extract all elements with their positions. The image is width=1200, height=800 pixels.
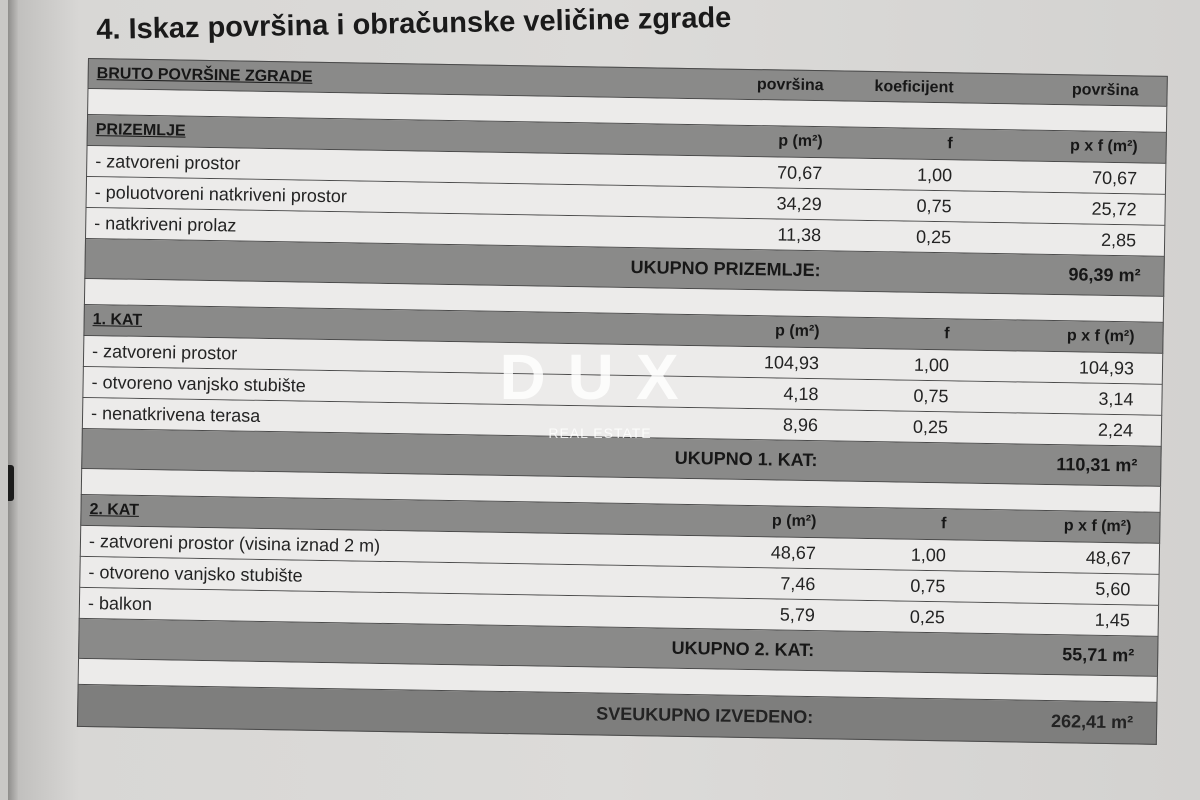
column-label-pf: p x f (m²) (1066, 327, 1135, 346)
watermark-logo: DUX (499, 341, 701, 413)
row-area: 104,93 (763, 351, 820, 373)
area-table (77, 58, 1168, 745)
row-weighted-area: 25,72 (1091, 198, 1137, 219)
column-label-pf: p x f (m²) (1069, 137, 1138, 156)
column-label-pf: p x f (m²) (1063, 517, 1132, 536)
row-label: - otvoreno vanjsko stubište (91, 371, 306, 396)
column-label-p: p (m²) (771, 512, 817, 531)
row-area: 5,79 (779, 604, 816, 625)
row-weighted-area: 1,45 (1094, 609, 1130, 630)
total-label: UKUPNO PRIZEMLJE: (630, 257, 821, 281)
row-coefficient: 1,00 (916, 164, 953, 185)
row-coefficient: 1,00 (910, 544, 947, 565)
row-area: 34,29 (776, 192, 822, 214)
row-area: 7,46 (780, 573, 816, 594)
total-label: UKUPNO 2. KAT: (671, 637, 815, 661)
section-heading: 4. Iskaz površina i obračunske veličine zgrade (96, 1, 732, 46)
row-coefficient: 0,75 (910, 575, 946, 596)
row-coefficient: 0,75 (913, 385, 949, 406)
row-area: 11,38 (777, 223, 822, 245)
column-label-f: f (947, 135, 953, 153)
column-label-f: f (940, 515, 947, 533)
row-weighted-area: 5,60 (1095, 578, 1131, 599)
row-area: 4,18 (783, 383, 819, 404)
column-label-f: f (944, 325, 950, 343)
column-label-p: p (m²) (774, 322, 820, 341)
row-weighted-area: 70,67 (1091, 167, 1138, 188)
row-label: - zatvoreni prostor (visina iznad 2 m) (88, 530, 381, 556)
row-label: - zatvoreni prostor (91, 340, 238, 364)
row-coefficient: 0,25 (909, 606, 946, 627)
row-area: 48,67 (770, 541, 817, 563)
total-label: UKUPNO 1. KAT: (674, 447, 818, 471)
grand-total-label: SVEUKUPNO IZVEDENO: (596, 703, 814, 728)
binding-clip (8, 465, 14, 501)
row-area: 8,96 (782, 414, 819, 435)
section-name: 2. KAT (89, 501, 140, 519)
column-label-p: p (m²) (778, 132, 823, 151)
table-title: BRUTO POVRŠINE ZGRADE (96, 64, 313, 86)
total-value: 55,71 m² (1062, 644, 1135, 666)
binding-edge (8, 0, 18, 800)
column-header-coefficient: koeficijent (874, 77, 954, 96)
row-coefficient: 0,25 (915, 226, 952, 247)
document-page (8, 0, 1200, 800)
row-coefficient: 0,25 (912, 416, 949, 437)
total-value: 110,31 m² (1056, 454, 1138, 476)
row-weighted-area: 2,24 (1097, 419, 1134, 440)
row-label: - otvoreno vanjsko stubište (88, 561, 303, 586)
row-weighted-area: 48,67 (1085, 547, 1132, 568)
row-label: - nenatkrivena terasa (90, 402, 261, 426)
row-weighted-area: 104,93 (1078, 356, 1135, 378)
section-name: PRIZEMLJE (95, 121, 186, 140)
row-label: - zatvoreni prostor (95, 150, 241, 174)
row-coefficient: 1,00 (913, 354, 950, 375)
column-header-weighted-area: površina (1071, 80, 1139, 99)
row-label: - natkriveni prolaz (94, 212, 237, 235)
section-name: 1. KAT (92, 311, 143, 329)
row-coefficient: 0,75 (916, 195, 952, 216)
row-label: - poluotvoreni natkriveni prostor (94, 181, 348, 206)
row-area: 70,67 (776, 161, 823, 183)
watermark-subtitle: REAL ESTATE (548, 425, 652, 441)
column-header-area: površina (756, 75, 824, 94)
grand-total-value: 262,41 m² (1050, 711, 1134, 733)
row-weighted-area: 2,85 (1100, 229, 1137, 250)
row-weighted-area: 3,14 (1098, 388, 1134, 409)
row-label: - balkon (87, 592, 153, 614)
total-value: 96,39 m² (1068, 264, 1141, 286)
